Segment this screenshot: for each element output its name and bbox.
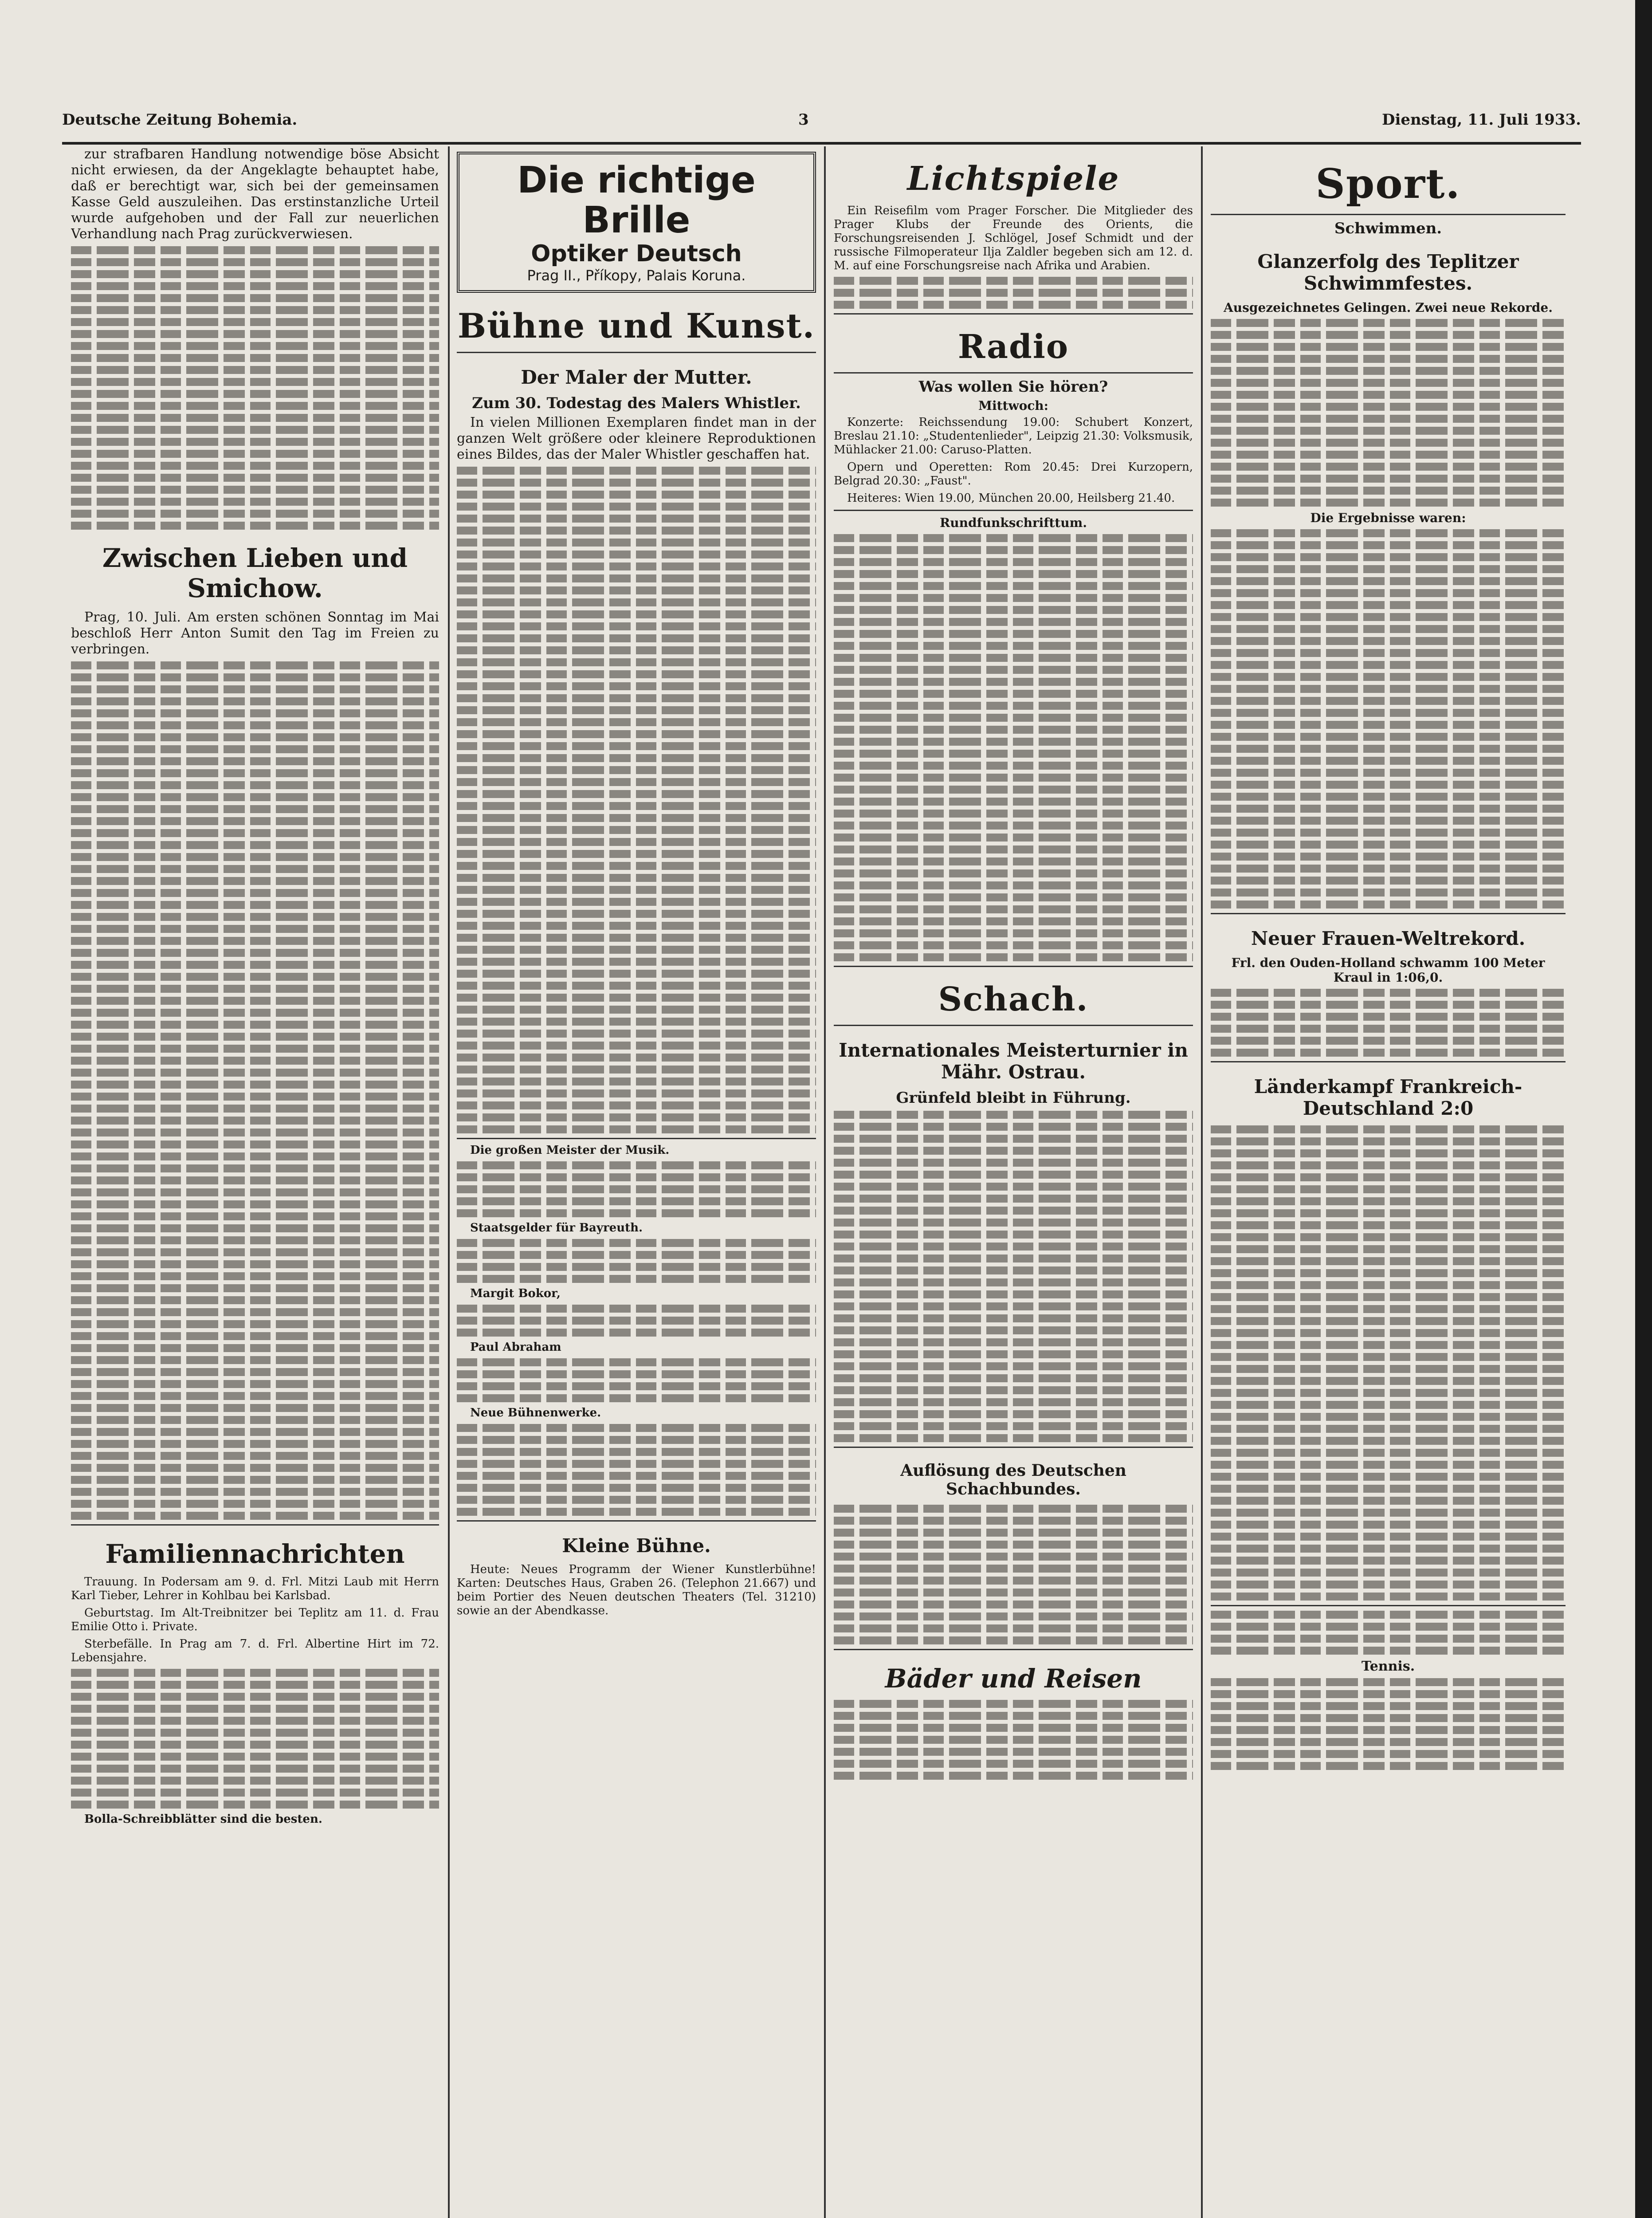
radio-subtitle: Was wollen Sie hören? — [918, 378, 1108, 396]
tennis-title: Tennis. — [1361, 1659, 1415, 1674]
family-note: Geburtstag. Im Alt-Treibnitzer bei Teplitz am 11. d. Frau Emilie Otto i. Private. — [71, 1606, 439, 1633]
header-rule — [62, 142, 1581, 145]
article-lead: In vielen Millionen Exemplaren findet man in der ganzen Welt größere oder kleinere Reproduktionen eines Bildes, das der Maler Whistler geschaffen hat. — [457, 415, 816, 462]
notice-title: Margit Bokor, — [470, 1287, 561, 1300]
article-lead: Prag, 10. Juli. Am ersten schönen Sonntag im Mai beschloß Herr Anton Sumit den Tag im Freien zu verbringen. — [71, 610, 439, 657]
column-rule — [1201, 146, 1203, 2218]
notice-title: Neue Bühnenwerke. — [470, 1406, 601, 1420]
headline: Neuer Frauen-Weltrekord. — [1251, 928, 1526, 949]
results-title: Die Ergebnisse waren: — [1310, 511, 1466, 525]
chess2-title: Auflösung des Deutschen Schachbundes. — [900, 1461, 1126, 1498]
scan-border — [1635, 0, 1652, 2218]
notice-title: Staatsgelder für Bayreuth. — [470, 1221, 643, 1235]
sub-section: Schwimmen. — [1334, 220, 1442, 237]
small-stage-text: Heute: Neues Programm der Wiener Kunstlerbühne! Karten: Deutsches Haus, Graben 26. (Telephon 21.667) und beim Portier des Neuen deutschen Theaters (Tel. 31210) sowie an der Abendkasse. — [457, 1563, 816, 1617]
page-header — [62, 111, 1581, 138]
small-stage-title: Kleine Bühne. — [562, 1535, 711, 1557]
page-number: 3 — [798, 111, 809, 129]
section-title: Lichtspiele — [907, 160, 1120, 198]
radio-day: Mittwoch: — [978, 398, 1049, 413]
footer-line: Bolla-Schreibblätter sind die besten. — [84, 1813, 322, 1826]
travel-title: Bäder und Reisen — [885, 1664, 1142, 1694]
radio-list — [834, 416, 1193, 505]
article-subtitle: Zum 30. Todestag des Malers Whistler. — [472, 394, 801, 412]
paper-name: Deutsche Zeitung Bohemia. — [62, 111, 298, 129]
radio-item: Opern und Operetten: Rom 20.45: Drei Kurzopern, Belgrad 20.30: „Faust". — [834, 460, 1193, 488]
radio-news-title: Rundfunkschrifttum. — [940, 515, 1087, 530]
column-rule — [448, 146, 450, 2218]
notice-title: Paul Abraham — [470, 1341, 561, 1354]
column-4 — [1211, 146, 1566, 2218]
section-title: Sport. — [1315, 160, 1461, 208]
headline: Glanzerfolg des Teplitzer Schwimmfestes. — [1257, 251, 1519, 294]
lead-paragraph: Ein Reisefilm vom Prager Forscher. Die Mitglieder des Prager Klubs der Freunde des Orients, die Forschungsreisenden J. Schlögel, Josef Schmidt und der russische Filmoperateur Ilja Zaldler begeben sich am 12. d. M. auf eine Forschungsreise nach Afrika und Arabien. — [834, 204, 1193, 272]
ad-subtitle: Optiker Deutsch — [531, 240, 742, 267]
chess-subtitle: Grünfeld bleibt in Führung. — [896, 1089, 1131, 1107]
family-note: Sterbefälle. In Prag am 7. d. Frl. Albertine Hirt im 72. Lebensjahre. — [71, 1637, 439, 1664]
chess-headline: Internationales Meisterturnier in Mähr. Ostrau. — [839, 1039, 1188, 1083]
family-title: Familiennachrichten — [105, 1539, 405, 1569]
column-1 — [71, 146, 439, 2218]
subhead: Frl. den Ouden-Holland schwamm 100 Meter Kraul in 1:06,0. — [1231, 956, 1545, 985]
subhead: Ausgezeichnetes Gelingen. Zwei neue Rekorde. — [1224, 300, 1553, 315]
page-date: Dienstag, 11. Juli 1933. — [1381, 111, 1581, 129]
notice-title: Die großen Meister der Musik. — [470, 1144, 670, 1157]
radio-item: Konzerte: Reichssendung 19.00: Schubert Konzert, Breslau 21.10: „Studentenlieder", Leipzig 21.30: Volksmusik, Mühlacker 21.00: Caruso-Platten. — [834, 416, 1193, 456]
column-3 — [834, 146, 1193, 2218]
section-title: Bühne und Kunst. — [457, 306, 816, 346]
radio-item: Heiteres: Wien 19.00, München 20.00, Heilsberg 21.40. — [847, 492, 1175, 505]
radio-title: Radio — [957, 328, 1069, 366]
column-rule — [824, 146, 826, 2218]
headline: Länderkampf Frankreich-Deutschland 2:0 — [1254, 1076, 1523, 1119]
optician-ad — [457, 152, 816, 293]
lead-paragraph: zur strafbaren Handlung notwendige böse Absicht nicht erwiesen, da der Angeklagte behauptet habe, daß er berechtigt war, sich bei der gemeinsamen Kasse Geld auszuleihen. Das erstinstanzliche Urteil wurde aufgehoben und der Fall zur neuerlichen Verhandlung nach Prag zurückverwiesen. — [71, 146, 439, 242]
column-2 — [457, 146, 816, 2218]
chess-title: Schach. — [938, 980, 1089, 1019]
article-title: Der Maler der Mutter. — [521, 366, 752, 388]
family-note: Trauung. In Podersam am 9. d. Frl. Mitzi Laub mit Herrn Karl Tieber, Lehrer in Kohlbau bei Karlsbad. — [71, 1575, 439, 1602]
ad-address: Prag II., Příkopy, Palais Koruna. — [527, 267, 746, 284]
ad-title: Die richtige Brille — [517, 159, 756, 241]
article-title: Zwischen Lieben und Smichow. — [102, 543, 408, 603]
